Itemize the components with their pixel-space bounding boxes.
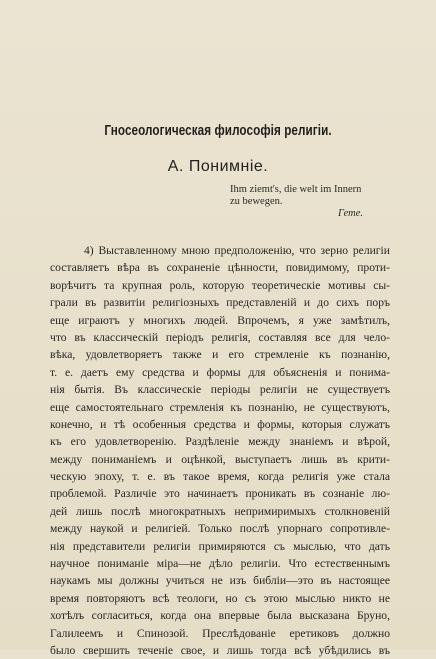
epigraph-line-1: Ihm ziemt's, die welt im Innern [230, 184, 362, 195]
paragraph-line: между пониманіемъ и оцѣнкой, выступаетъ лишь въ крити- [50, 452, 390, 466]
paragraph-line: нія бытія. Въ классическіе періоды религіи не существуетъ [50, 383, 390, 397]
section-subtitle: А. Понимніе. [167, 158, 269, 175]
paragraph-line: время повторяютъ всѣ теологи, но съ этою мыслью никто не [50, 591, 390, 605]
paragraph-line: къ его удовлетворенію. Раздѣленіе между знаніемъ и вѣрой, [50, 435, 390, 449]
paragraph-line: научное пониманіе міра—не дѣло религіи. Что естественнымъ [50, 557, 390, 571]
paragraph-line: наукамъ мы должны учиться не изъ библіи—это въ настоящее [50, 574, 390, 588]
paragraph-line: проблемой. Различіе это начинаетъ проникать въ сознаніе лю- [50, 487, 390, 501]
epigraph [230, 184, 380, 208]
paragraph-line: Галилеемъ и Спинозой. Преслѣдованіе еретиковъ должно [50, 626, 390, 640]
paragraph-line: т. е. даетъ ему средства и формы для объясненія и понима- [50, 365, 390, 379]
paragraph-line: хотѣлъ согласиться, когда она впервые была высказана Бруно, [50, 609, 390, 623]
paragraph-line: дей лишь послѣ многократныхъ непримиримыхъ столкновеній [50, 504, 390, 518]
paragraph-line: что въ классическій періодъ религія, составляя все для чело- [50, 330, 390, 344]
paragraph-line: вѣка, удовлетворяетъ также и его стремленіе къ познанію, [50, 348, 390, 362]
paragraph-line: между наукой и религіей. Только послѣ упорнаго сопротивле- [50, 522, 390, 536]
paragraph-line: нія представители религіи примиряются съ мыслью, что дать [50, 539, 390, 553]
paragraph-line: грали въ развитіи религіозныхъ представленій и до сихъ поръ [50, 296, 390, 310]
body-paragraph [50, 242, 390, 659]
page-title: Гносеологическая философія религіи. [104, 122, 332, 139]
paragraph-line: было свершить теченіе свое, и лишь тогда всѣ убѣдились въ [50, 643, 390, 657]
epigraph-line-2: zu bewegen. [230, 196, 283, 207]
paragraph-line: составляетъ вѣра въ сохраненіе цѣнности, повидимому, проти- [50, 261, 390, 275]
paragraph-line: ческую эпоху, т. е. въ такое время, когда религія уже стала [50, 470, 390, 484]
paragraph-line: еще играютъ у многихъ людей. Впрочемъ, я уже замѣтилъ, [50, 313, 390, 327]
epigraph-author: Гете. [338, 208, 364, 219]
paragraph-line: еще самостоятельнаго стремленія къ познанію, не существуютъ, [50, 400, 390, 414]
paragraph-line: конечно, и тѣ особенныя средства и формы, которыя служатъ [50, 417, 390, 431]
paragraph-line: 4) Выставленному мною предположенію, что зерно религіи [84, 244, 390, 257]
paragraph-line: ворѣчитъ та крупная роль, которую теоретическіе мотивы сы- [50, 278, 390, 292]
